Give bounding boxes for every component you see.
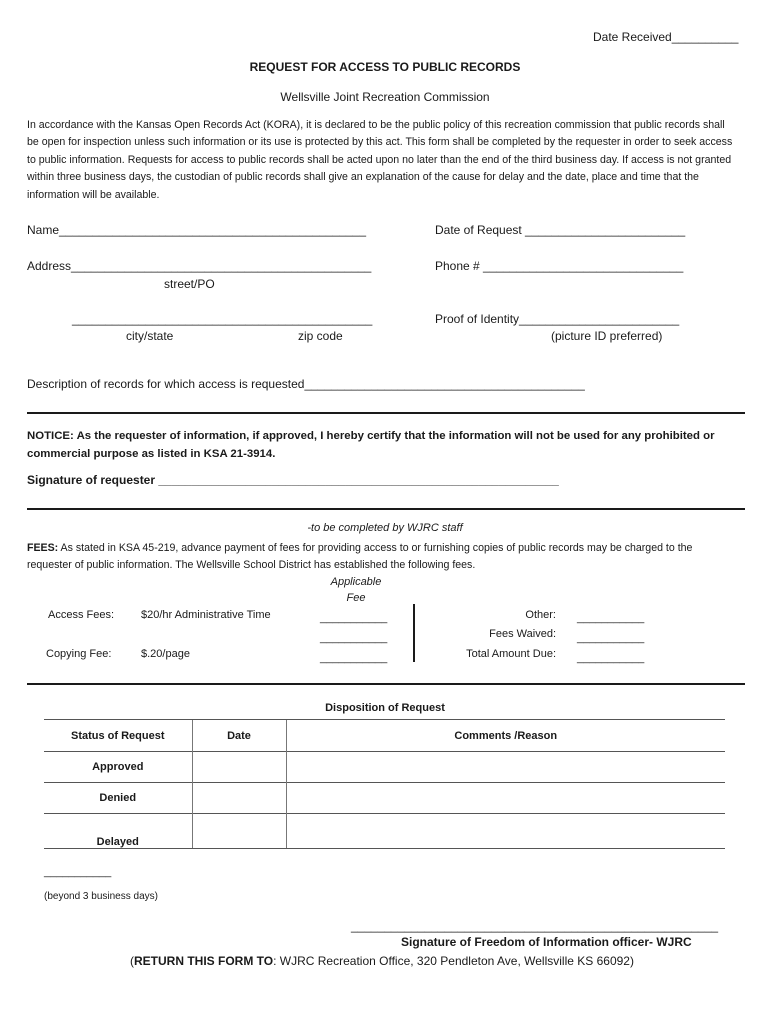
divider — [27, 412, 745, 414]
intro-paragraph: In accordance with the Kansas Open Records Act (KORA), it is declared to be the public policy of this recreation commission that public records shall be open for inspection unless such information or its use is protected by this act. This form shall be completed by the requester in order to seek access to public information. Requests for access to public records shall be acted upon no later than the end of the third business day. If access is not granted within three business days, the custodian of public records shall give an explanation of the cause for delay and the date, place and time that the information will be available. — [27, 119, 733, 201]
date-header: Date — [192, 720, 286, 752]
fees-label: FEES: — [27, 542, 59, 554]
access-fees-value: $20/hr Administrative Time — [141, 609, 271, 621]
copying-fee-blank[interactable]: ___________ — [320, 652, 388, 664]
name-field[interactable]: Name______________________________________________ — [27, 223, 367, 237]
other-blank[interactable]: ___________ — [577, 612, 645, 624]
other-label: Other: — [525, 609, 556, 621]
date-of-request-field[interactable]: Date of Request ________________________ — [435, 223, 686, 237]
fee-blank[interactable]: ___________ — [320, 632, 388, 644]
city-state-label: city/state — [126, 329, 174, 343]
access-fee-blank[interactable]: ___________ — [320, 612, 388, 624]
applicable-label: Applicable — [330, 576, 382, 588]
disposition-table — [44, 719, 725, 849]
copying-fee-label: Copying Fee: — [46, 648, 112, 660]
fees-waived-label: Fees Waived: — [489, 628, 556, 640]
table-header-row — [44, 720, 725, 752]
return-label: RETURN THIS FORM TO — [134, 954, 274, 968]
proof-of-identity-field[interactable]: Proof of Identity________________________ — [435, 312, 680, 326]
date-cell[interactable] — [192, 814, 286, 849]
address-field[interactable]: Address_____________________________________________ — [27, 259, 372, 273]
street-po-label: street/PO — [164, 277, 215, 291]
status-header: Status of Request — [44, 720, 192, 752]
status-delayed: Delayed — [44, 814, 192, 849]
access-fees-label: Access Fees: — [48, 609, 115, 621]
return-address: : WJRC Recreation Office, 320 Pendleton Ave, Wellsville KS 66092) — [273, 954, 634, 968]
city-zip-field[interactable]: _____________________________________________ — [72, 312, 373, 326]
description-field[interactable]: Description of records for which access is requested__________________________________________ — [27, 377, 585, 391]
total-amount-due-label: Total Amount Due: — [466, 648, 556, 660]
organization-name: Wellsville Joint Recreation Commission — [280, 90, 490, 104]
phone-field[interactable]: Phone # ______________________________ — [435, 259, 684, 273]
fees-waived-blank[interactable]: ___________ — [577, 632, 645, 644]
comments-cell[interactable] — [286, 814, 725, 849]
comments-header: Comments /Reason — [286, 720, 725, 752]
date-cell[interactable] — [192, 783, 286, 814]
officer-signature-field[interactable]: _______________________________________________________ — [351, 919, 719, 933]
divider — [27, 508, 745, 510]
comments-cell[interactable] — [286, 783, 725, 814]
status-approved: Approved — [44, 752, 192, 783]
officer-signature-label: Signature of Freedom of Information officer- WJRC — [401, 935, 692, 949]
return-instructions: (RETURN THIS FORM TO: WJRC Recreation Office, 320 Pendleton Ave, Wellsville KS 66092) — [130, 954, 634, 968]
fees-paragraph — [27, 540, 737, 575]
total-amount-due-blank[interactable]: ___________ — [577, 652, 645, 664]
divider — [27, 683, 745, 685]
zip-code-label: zip code — [298, 329, 343, 343]
copying-fee-value: $.20/page — [141, 648, 190, 660]
table-row — [44, 752, 725, 783]
comments-cell[interactable] — [286, 752, 725, 783]
page-title: REQUEST FOR ACCESS TO PUBLIC RECORDS — [249, 60, 521, 74]
fees-text: As stated in KSA 45-219, advance payment of fees for providing access to or furnishing copies of public records may be charged to the requester of public information. The Wellsville School District has established the following fees. — [27, 542, 693, 572]
requester-signature-field[interactable]: Signature of requester ____________________________________________________________ — [27, 473, 559, 487]
table-row — [44, 783, 725, 814]
table-row — [44, 814, 725, 849]
notice-text: NOTICE: As the requester of information, if approved, I hereby certify that the information will not be used for any prohibited or commercial purpose as listed in KSA 21-3914. — [27, 430, 715, 460]
date-received[interactable]: Date Received__________ — [593, 30, 739, 44]
delay-date-blank[interactable]: ___________ — [44, 866, 112, 878]
date-cell[interactable] — [192, 752, 286, 783]
delay-note: (beyond 3 business days) — [44, 891, 158, 902]
status-denied: Denied — [44, 783, 192, 814]
disposition-title: Disposition of Request — [325, 702, 445, 714]
staff-note: -to be completed by WJRC staff — [307, 522, 463, 534]
fee-label: Fee — [346, 592, 366, 604]
picture-id-label: (picture ID preferred) — [551, 329, 663, 343]
fees-divider — [413, 604, 415, 662]
